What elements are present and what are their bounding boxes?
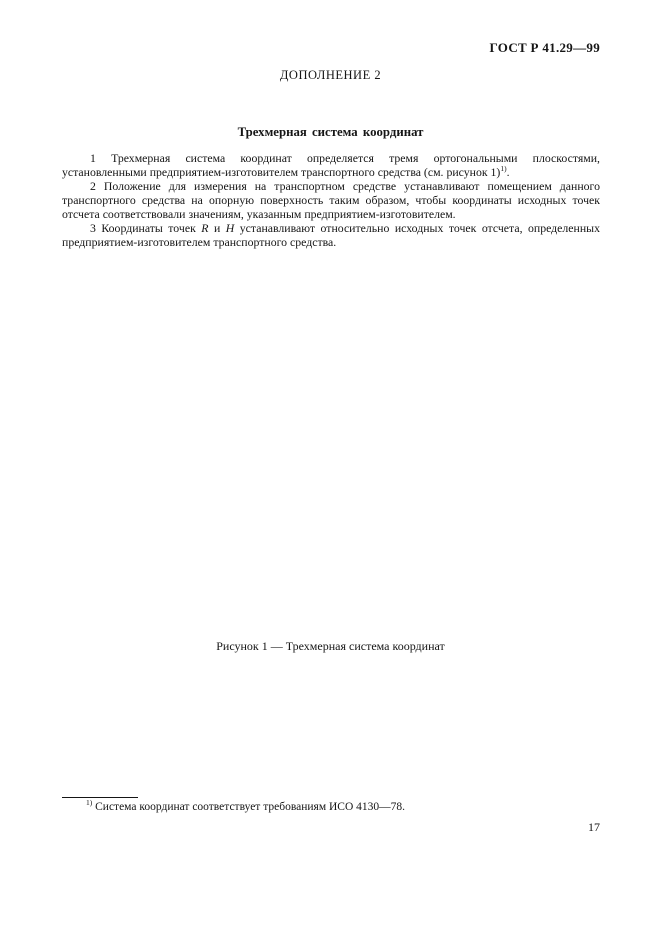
- paragraph-3-seg2: и: [208, 221, 226, 235]
- figure-caption: Рисунок 1 — Трехмерная система координат: [216, 639, 445, 653]
- footnote-text: [62, 800, 600, 814]
- point-r-variable: R: [201, 221, 209, 235]
- page-number: 17: [588, 820, 600, 834]
- point-h-variable: H: [225, 221, 235, 235]
- paragraph-1: [62, 151, 600, 179]
- supplement-label: ДОПОЛНЕНИЕ 2: [279, 68, 382, 82]
- doc-code-header: ГОСТ Р 41.29—99: [489, 40, 600, 55]
- body-text-block: [62, 151, 600, 249]
- paragraph-2: [62, 179, 600, 221]
- footnote-reference: 1): [500, 164, 507, 174]
- footnote-block: [62, 797, 600, 814]
- paragraph-3-seg1: 3 Координаты точек: [90, 221, 202, 235]
- paragraph-2-text: 2 Положение для измерения на транспортном средстве устанавливают помещением данного транспортного средства на опорную поверхность таким образом, чтобы координаты исходных точек отсчета соответствовали значениям, указанным предприятием-изготовителем.: [62, 179, 600, 221]
- footnote-marker: 1): [86, 798, 93, 808]
- paragraph-1-text: 1 Трехмерная система координат определяется тремя ортогональными плоскостями, установленными предприятием-изготовителем транспортного средства (см. рисунок 1): [62, 151, 600, 179]
- paragraph-1-tail: .: [506, 165, 510, 179]
- footnote-rule: [62, 797, 138, 798]
- paragraph-3: [62, 221, 600, 249]
- paragraph-3-seg3: устанавливают относительно исходных точек отсчета, определенных предприятием-изготовителем транспортного средства.: [62, 221, 600, 249]
- footnote-body: Система координат соответствует требованиям ИСО 4130—78.: [92, 801, 405, 813]
- section-title: Трехмерная система координат: [237, 125, 424, 139]
